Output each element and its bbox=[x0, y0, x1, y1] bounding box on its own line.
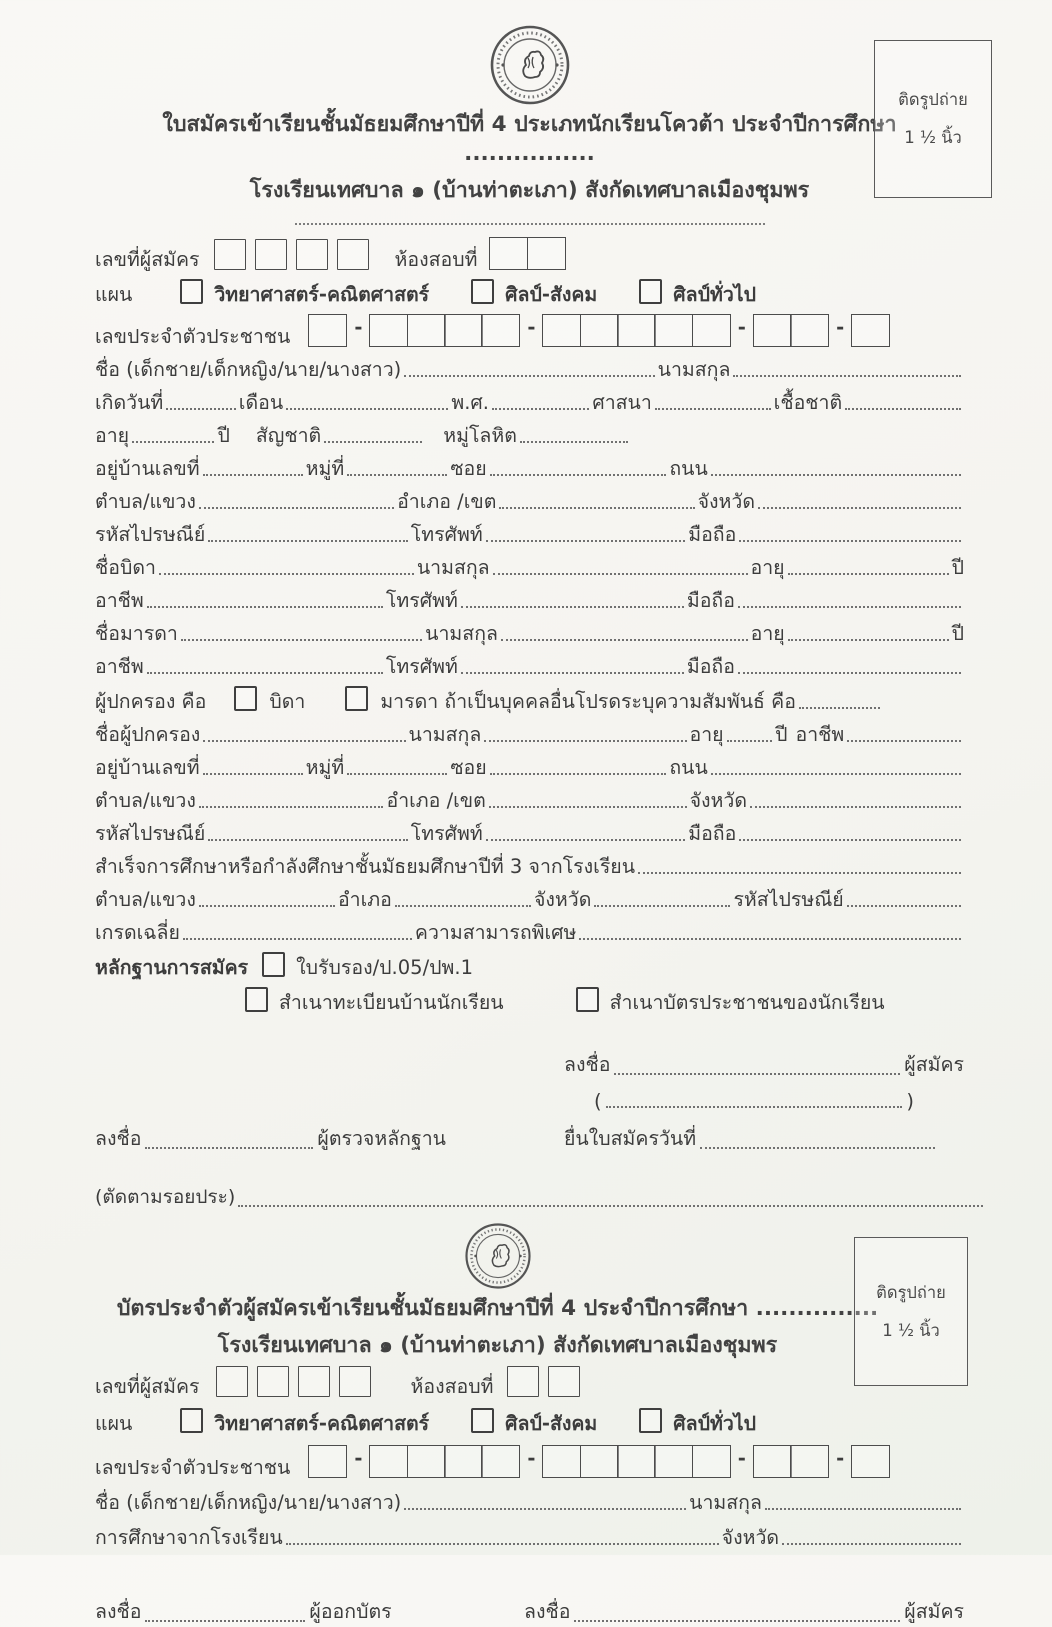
form-label: ศิลป์-สังคม bbox=[505, 1411, 598, 1435]
card-plan-arts-social-checkbox[interactable] bbox=[471, 1408, 494, 1433]
form-label: อาชีพ bbox=[795, 722, 845, 746]
form1-fields bbox=[95, 237, 964, 1015]
form2-section bbox=[95, 1222, 964, 1627]
evidence-label: หลักฐานการสมัคร bbox=[95, 955, 249, 979]
card-id-digit-group-5[interactable] bbox=[851, 1445, 890, 1478]
digit-cell[interactable] bbox=[542, 1445, 581, 1478]
guardian-phone-line[interactable] bbox=[486, 837, 686, 841]
plan-arts-social-checkbox[interactable] bbox=[471, 279, 494, 304]
soi-line[interactable] bbox=[490, 472, 667, 476]
card-applicant-no-label: เลขที่ผู้สมัคร bbox=[95, 1374, 200, 1398]
applicant-signature-block bbox=[564, 1049, 964, 1164]
applicant-no-label: เลขที่ผู้สมัคร bbox=[95, 247, 200, 271]
mother-occupation-line[interactable] bbox=[147, 670, 383, 674]
form-label: สำเนาทะเบียนบ้านนักเรียน bbox=[279, 990, 504, 1014]
form1-row-10 bbox=[95, 554, 964, 580]
digit-cell[interactable] bbox=[753, 1445, 792, 1478]
digit-cell[interactable] bbox=[654, 1445, 693, 1478]
digit-cell[interactable] bbox=[308, 1445, 347, 1478]
national-id-label: เลขประจำตัวประชาชน bbox=[95, 324, 291, 348]
form-label: โทรศัพท์ bbox=[410, 522, 483, 546]
digit-cell[interactable] bbox=[617, 314, 656, 347]
digit-cell[interactable] bbox=[542, 314, 581, 347]
exam-room-cells[interactable] bbox=[489, 237, 565, 270]
form-label: มือถือ bbox=[688, 522, 737, 546]
form1-row-11 bbox=[95, 587, 964, 613]
form2-title: บัตรประจำตัวผู้สมัครเข้าเรียนชั้นมัธยมศึกษาปีที่ 4 ประจำปีการศึกษา ............... bbox=[116, 1296, 879, 1322]
photo-box-text-1: ติดรูปถ่าย bbox=[898, 90, 968, 109]
school-province-line[interactable] bbox=[594, 903, 730, 907]
form-label: มือถือ bbox=[688, 821, 737, 845]
paren-open: ( bbox=[594, 1090, 602, 1114]
digit-cell[interactable] bbox=[617, 1445, 656, 1478]
form2-row-5 bbox=[95, 1524, 964, 1550]
digit-cell[interactable] bbox=[692, 314, 731, 347]
submission-date-label: ยื่นใบสมัครวันที่ bbox=[564, 1127, 697, 1151]
applicant-no-boxes[interactable] bbox=[214, 239, 369, 270]
form1-row-23 bbox=[95, 987, 964, 1015]
card-id-digit-group-3[interactable] bbox=[542, 1445, 730, 1478]
digit-cell[interactable] bbox=[790, 314, 829, 347]
form-label: รหัสไปรษณีย์ bbox=[95, 821, 206, 845]
inspector-signature bbox=[95, 1049, 446, 1154]
form-label: อาชีพ bbox=[95, 654, 144, 678]
spacer bbox=[890, 1445, 920, 1480]
cut-line-label: (ตัดตามรอยประ) bbox=[95, 1186, 236, 1209]
gpa-line[interactable] bbox=[183, 936, 412, 940]
digit-box[interactable] bbox=[507, 1366, 539, 1397]
photo-box-text-1: ติดรูปถ่าย bbox=[876, 1282, 946, 1302]
card-id-digit-group-1[interactable] bbox=[308, 1445, 347, 1478]
evidence-id-card-checkbox[interactable] bbox=[576, 987, 599, 1012]
guardian-occupation-line[interactable] bbox=[847, 738, 961, 742]
digit-box[interactable] bbox=[255, 239, 287, 270]
digit-box[interactable] bbox=[296, 239, 328, 270]
digit-cell[interactable] bbox=[527, 237, 566, 270]
form-label: ตำบล/แขวง bbox=[95, 489, 196, 513]
plan-arts-general-checkbox[interactable] bbox=[639, 279, 662, 304]
form-label: ซอย bbox=[450, 755, 487, 779]
digit-box[interactable] bbox=[337, 239, 369, 270]
father-mobile-line[interactable] bbox=[738, 604, 961, 608]
card-exam-room-boxes[interactable] bbox=[507, 1366, 580, 1397]
photo-box-text-2: 1 ½ นิ้ว bbox=[882, 1320, 940, 1340]
evidence-certificate-checkbox[interactable] bbox=[262, 952, 285, 977]
guardian-surname-line[interactable] bbox=[484, 738, 686, 742]
digit-cell[interactable] bbox=[369, 1445, 408, 1478]
form-label: การศึกษาจากโรงเรียน bbox=[95, 1525, 283, 1549]
ethnicity-line[interactable] bbox=[845, 406, 961, 410]
form-label: ชื่อ (เด็กชาย/เด็กหญิง/นาย/นางสาว) bbox=[95, 357, 402, 381]
digit-box[interactable] bbox=[216, 1366, 248, 1397]
father-name-line[interactable] bbox=[159, 571, 414, 575]
spacer bbox=[566, 237, 964, 272]
photo-box bbox=[874, 40, 992, 198]
mother-phone-line[interactable] bbox=[461, 670, 684, 674]
mobile-line[interactable] bbox=[739, 538, 961, 542]
previous-school-line[interactable] bbox=[638, 870, 961, 874]
plan-science-math-label: วิทยาศาสตร์-คณิตศาสตร์ bbox=[214, 282, 430, 306]
form2-header bbox=[95, 1222, 964, 1360]
form-label: โทรศัพท์ bbox=[410, 821, 483, 845]
form-label: บิดา bbox=[269, 689, 306, 713]
issuer-signature-line[interactable] bbox=[145, 1618, 305, 1622]
form1-header bbox=[95, 24, 964, 225]
spacer bbox=[473, 952, 964, 980]
inspector-role-label: ผู้ตรวจหลักฐาน bbox=[317, 1127, 447, 1151]
form-label: อายุ bbox=[750, 555, 785, 579]
form-label: นามสกุล bbox=[689, 1490, 762, 1514]
digit-cell[interactable] bbox=[790, 1445, 829, 1478]
form-label: สำเร็จการศึกษาหรือกำลังศึกษาชั้นมัธยมศึกษาปีที่ 3 จากโรงเรียน bbox=[95, 854, 636, 878]
form-label: ปี bbox=[951, 555, 964, 579]
spacer bbox=[756, 1408, 964, 1436]
special-ability-line[interactable] bbox=[579, 936, 961, 940]
spacer bbox=[890, 314, 920, 349]
district-line[interactable] bbox=[499, 505, 694, 509]
digit-box[interactable] bbox=[257, 1366, 289, 1397]
road-line[interactable] bbox=[711, 472, 961, 476]
form-label: ถนน bbox=[669, 456, 708, 480]
digit-cell[interactable] bbox=[489, 237, 528, 270]
applicant-name-paren bbox=[594, 1090, 914, 1113]
digit-cell[interactable] bbox=[444, 314, 483, 347]
applicant-signature-line[interactable] bbox=[614, 1071, 900, 1075]
form-label: หมู่โลหิต bbox=[443, 423, 517, 447]
issuer-role-label: ผู้ออกบัตร bbox=[309, 1600, 392, 1624]
digit-cell[interactable] bbox=[580, 1445, 619, 1478]
form-label: อำเภอ /เขต bbox=[386, 788, 486, 812]
mother-surname-line[interactable] bbox=[501, 637, 748, 641]
form-label: อำเภอ bbox=[337, 887, 392, 911]
form2-school-line: โรงเรียนเทศบาล ๑ (บ้านท่าตะเภา) สังกัดเทศบาลเมืองชุมพร bbox=[217, 1333, 778, 1359]
form-label: โทรศัพท์ bbox=[385, 588, 458, 612]
form-label: มือถือ bbox=[686, 588, 735, 612]
dash-separator: - bbox=[836, 1446, 845, 1470]
card-applicant-signature-line[interactable] bbox=[574, 1618, 900, 1622]
digit-box[interactable] bbox=[214, 239, 246, 270]
form-label: สำเนาบัตรประชาชนของนักเรียน bbox=[609, 990, 885, 1014]
applicant-role-label: ผู้สมัคร bbox=[904, 1053, 964, 1077]
spacer bbox=[756, 279, 964, 307]
father-phone-line[interactable] bbox=[461, 604, 684, 608]
guardian-district-line[interactable] bbox=[489, 804, 687, 808]
form-label: ชื่อ (เด็กชาย/เด็กหญิง/นาย/นางสาว) bbox=[95, 1490, 402, 1514]
form1-row-4 bbox=[95, 356, 964, 382]
inspector-signature-line[interactable] bbox=[145, 1145, 313, 1149]
form-label: ตำบล/แขวง bbox=[95, 788, 196, 812]
submission-date bbox=[564, 1123, 964, 1154]
form-label: หมู่ที่ bbox=[305, 755, 345, 779]
guardian-road-line[interactable] bbox=[711, 771, 961, 775]
digit-cell[interactable] bbox=[481, 314, 520, 347]
applicant-signature bbox=[564, 1049, 964, 1080]
photo-box-text-2: 1 ½ นิ้ว bbox=[904, 128, 962, 147]
school-postal-code-line[interactable] bbox=[847, 903, 961, 907]
form1-row-18 bbox=[95, 820, 964, 846]
digit-cell[interactable] bbox=[580, 314, 619, 347]
digit-cell[interactable] bbox=[407, 1445, 446, 1478]
sign-label: ลงชื่อ bbox=[95, 1127, 142, 1151]
card-last-name-line[interactable] bbox=[765, 1506, 961, 1510]
form1-row-22 bbox=[95, 952, 964, 980]
guardian-father-checkbox[interactable] bbox=[234, 686, 257, 711]
plan-arts-social-label: ศิลป์-สังคม bbox=[505, 282, 598, 306]
age-line[interactable] bbox=[132, 439, 214, 443]
dash-separator: - bbox=[836, 315, 845, 339]
birth-month-line[interactable] bbox=[286, 406, 448, 410]
form-label: สัญชาติ bbox=[255, 423, 322, 447]
card-plan-label: แผน bbox=[95, 1411, 133, 1435]
guardian-house-no-line[interactable] bbox=[203, 771, 303, 775]
guardian-soi-line[interactable] bbox=[490, 771, 667, 775]
school-district-line[interactable] bbox=[395, 903, 531, 907]
form1-row-9 bbox=[95, 521, 964, 547]
guardian-age-line[interactable] bbox=[727, 738, 773, 742]
form-label: มารดา ถ้าเป็นบุคคลอื่นโปรดระบุความสัมพันธ์ คือ bbox=[380, 689, 796, 713]
form-label: ความสามารถพิเศษ bbox=[414, 920, 577, 944]
form1-row-8 bbox=[95, 488, 964, 514]
digit-cell[interactable] bbox=[444, 1445, 483, 1478]
blood-group-line[interactable] bbox=[520, 439, 628, 443]
form1-row-7 bbox=[95, 455, 964, 481]
form-label: ชื่อบิดา bbox=[95, 555, 156, 579]
card-plan-arts-general-checkbox[interactable] bbox=[639, 1408, 662, 1433]
form1-row-15 bbox=[95, 721, 964, 747]
form-label: อายุ bbox=[689, 722, 724, 746]
dash-separator: - bbox=[527, 315, 536, 339]
form-label: หมู่ที่ bbox=[305, 456, 345, 480]
card-applicant-no-boxes[interactable] bbox=[216, 1366, 371, 1397]
form-label: จังหวัด bbox=[533, 887, 592, 911]
form2-row-1 bbox=[95, 1366, 964, 1399]
guardian-mother-checkbox[interactable] bbox=[345, 686, 368, 711]
birth-day-line[interactable] bbox=[166, 406, 236, 410]
spacer bbox=[885, 987, 964, 1015]
form-label: ศาสนา bbox=[592, 390, 652, 414]
form-label: จังหวัด bbox=[697, 489, 756, 513]
card-applicant-signature bbox=[524, 1596, 964, 1627]
guardian-subdistrict-line[interactable] bbox=[199, 804, 384, 808]
digit-cell[interactable] bbox=[851, 1445, 890, 1478]
form1-row-12 bbox=[95, 620, 964, 646]
form1-row-5 bbox=[95, 389, 964, 415]
digit-cell[interactable] bbox=[654, 314, 693, 347]
exam-room-label: ห้องสอบที่ bbox=[394, 247, 478, 271]
photo-box bbox=[854, 1237, 968, 1386]
birth-year-line[interactable] bbox=[492, 406, 589, 410]
form1-school-line: โรงเรียนเทศบาล ๑ (บ้านท่าตะเภา) สังกัดเทศบาลเมืองชุมพร bbox=[249, 178, 810, 204]
form1-row-13 bbox=[95, 653, 964, 679]
form-label: เกิดวันที่ bbox=[95, 390, 164, 414]
digit-cell[interactable] bbox=[369, 314, 408, 347]
form-label: ชื่อมารดา bbox=[95, 621, 178, 645]
card-exam-room-label: ห้องสอบที่ bbox=[410, 1374, 494, 1398]
form-label: ตำบล/แขวง bbox=[95, 887, 196, 911]
form2-row-2 bbox=[95, 1408, 964, 1436]
form-label: อายุ bbox=[95, 423, 130, 447]
header-divider bbox=[295, 221, 765, 225]
mother-mobile-line[interactable] bbox=[738, 670, 961, 674]
form1-title: ใบสมัครเข้าเรียนชั้นมัธยมศึกษาปีที่ 4 ประเภทนักเรียนโควต้า ประจำปีการศึกษา ................ bbox=[162, 112, 897, 167]
plan-arts-general-label: ศิลป์ทั่วไป bbox=[673, 282, 756, 306]
form1-row-21 bbox=[95, 919, 964, 945]
guardian-relation-line[interactable] bbox=[799, 705, 880, 709]
id-digit-group-3[interactable] bbox=[542, 314, 730, 347]
mother-age-line[interactable] bbox=[788, 637, 949, 641]
guardian-name-line[interactable] bbox=[203, 738, 405, 742]
form-label: พ.ศ. bbox=[451, 390, 489, 414]
phone-line[interactable] bbox=[486, 538, 686, 542]
applicant-printed-name-line[interactable] bbox=[606, 1104, 903, 1108]
dash-separator: - bbox=[354, 315, 363, 339]
guardian-mobile-line[interactable] bbox=[739, 837, 961, 841]
form1-row-14 bbox=[95, 686, 964, 714]
guardian-moo-line[interactable] bbox=[347, 771, 447, 775]
evidence-house-registration-checkbox[interactable] bbox=[245, 987, 268, 1012]
form1-row-16 bbox=[95, 754, 964, 780]
dash-separator: - bbox=[737, 315, 746, 339]
form-label: นามสกุล bbox=[425, 621, 498, 645]
form-label: นามสกุล bbox=[657, 357, 731, 381]
sign-label: ลงชื่อ bbox=[564, 1053, 611, 1077]
digit-box[interactable] bbox=[298, 1366, 330, 1397]
card-national-id-label: เลขประจำตัวประชาชน bbox=[95, 1455, 291, 1479]
form-label: ถนน bbox=[669, 755, 708, 779]
religion-line[interactable] bbox=[655, 406, 771, 410]
card-applicant-role-label: ผู้สมัคร bbox=[904, 1600, 964, 1624]
last-name-line[interactable] bbox=[733, 373, 961, 377]
cut-line bbox=[95, 1182, 986, 1212]
dash-separator: - bbox=[527, 1446, 536, 1470]
plan-label: แผน bbox=[95, 282, 133, 306]
form-label: โทรศัพท์ bbox=[385, 654, 458, 678]
form2-fields bbox=[95, 1366, 964, 1550]
house-no-line[interactable] bbox=[203, 472, 303, 476]
form1-row-3 bbox=[95, 314, 964, 349]
form-label: จังหวัด bbox=[721, 1525, 780, 1549]
guardian-postal-code-line[interactable] bbox=[208, 837, 408, 841]
form-label: วิทยาศาสตร์-คณิตศาสตร์ bbox=[214, 1411, 430, 1435]
card-school-line[interactable] bbox=[286, 1541, 719, 1545]
form-label: ซอย bbox=[450, 456, 487, 480]
father-age-line[interactable] bbox=[788, 571, 949, 575]
sign-label: ลงชื่อ bbox=[95, 1600, 142, 1624]
province-line[interactable] bbox=[758, 505, 961, 509]
first-name-line[interactable] bbox=[404, 373, 654, 377]
spacer bbox=[631, 422, 964, 448]
plan-science-math-checkbox[interactable] bbox=[180, 279, 203, 304]
digit-cell[interactable] bbox=[851, 314, 890, 347]
form-label: อายุ bbox=[750, 621, 785, 645]
father-occupation-line[interactable] bbox=[147, 604, 383, 608]
form2-row-4 bbox=[95, 1489, 964, 1515]
form2-row-3 bbox=[95, 1445, 964, 1480]
digit-box[interactable] bbox=[339, 1366, 371, 1397]
form-label: อำเภอ /เขต bbox=[397, 489, 497, 513]
id-digit-group-5[interactable] bbox=[851, 314, 890, 347]
sign-label: ลงชื่อ bbox=[524, 1600, 571, 1624]
form-label: นามสกุล bbox=[416, 555, 490, 579]
father-surname-line[interactable] bbox=[493, 571, 748, 575]
form-label: เชื้อชาติ bbox=[773, 390, 843, 414]
form1-row-19 bbox=[95, 853, 964, 879]
form-label: อยู่บ้านเลขที่ bbox=[95, 755, 200, 779]
form-label: ชื่อผู้ปกครอง bbox=[95, 722, 201, 746]
form1-signatures bbox=[95, 1049, 964, 1164]
school-seal-logo bbox=[464, 1222, 532, 1290]
dash-separator: - bbox=[354, 1446, 363, 1470]
form2-signatures bbox=[95, 1596, 964, 1627]
card-id-digit-group-4[interactable] bbox=[753, 1445, 829, 1478]
form-label: ปี bbox=[775, 722, 788, 746]
nationality-line[interactable] bbox=[324, 439, 422, 443]
cut-line-dots bbox=[238, 1203, 983, 1207]
form-label: อยู่บ้านเลขที่ bbox=[95, 456, 200, 480]
card-id-digit-group-2[interactable] bbox=[369, 1445, 520, 1478]
card-province-line[interactable] bbox=[782, 1541, 961, 1545]
id-digit-group-2[interactable] bbox=[369, 314, 520, 347]
subdistrict-line[interactable] bbox=[199, 505, 394, 509]
digit-box[interactable] bbox=[548, 1366, 580, 1397]
form-label: รหัสไปรษณีย์ bbox=[733, 887, 844, 911]
digit-cell[interactable] bbox=[407, 314, 446, 347]
issuer-signature bbox=[95, 1596, 392, 1627]
form-label: จังหวัด bbox=[689, 788, 748, 812]
dash-separator: - bbox=[737, 1446, 746, 1470]
form1-row-2 bbox=[95, 279, 964, 307]
form-label: ปี bbox=[951, 621, 964, 645]
form-label: มือถือ bbox=[686, 654, 735, 678]
digit-cell[interactable] bbox=[692, 1445, 731, 1478]
form1-row-1 bbox=[95, 237, 964, 272]
submission-date-line[interactable] bbox=[700, 1145, 935, 1149]
id-digit-group-4[interactable] bbox=[753, 314, 829, 347]
form1-row-6 bbox=[95, 422, 964, 448]
form1-row-20 bbox=[95, 886, 964, 912]
form-label: ปี bbox=[217, 423, 230, 447]
card-plan-science-math-checkbox[interactable] bbox=[180, 1408, 203, 1433]
form-label: ศิลป์ทั่วไป bbox=[673, 1411, 756, 1435]
postal-code-line[interactable] bbox=[208, 538, 408, 542]
card-first-name-line[interactable] bbox=[404, 1506, 686, 1510]
form-label: รหัสไปรษณีย์ bbox=[95, 522, 206, 546]
moo-line[interactable] bbox=[347, 472, 447, 476]
school-seal-logo bbox=[489, 24, 571, 106]
mother-name-line[interactable] bbox=[181, 637, 422, 641]
form-label: นามสกุล bbox=[408, 722, 482, 746]
school-subdistrict-line[interactable] bbox=[199, 903, 335, 907]
digit-cell[interactable] bbox=[481, 1445, 520, 1478]
form-label: เดือน bbox=[238, 390, 284, 414]
form-label: เกรดเฉลี่ย bbox=[95, 920, 180, 944]
digit-cell[interactable] bbox=[308, 314, 347, 347]
form-label: ใบรับรอง/ป.05/ปพ.1 bbox=[296, 955, 473, 979]
guardian-province-line[interactable] bbox=[750, 804, 961, 808]
digit-cell[interactable] bbox=[753, 314, 792, 347]
paren-close: ) bbox=[906, 1090, 914, 1114]
id-digit-group-1[interactable] bbox=[308, 314, 347, 347]
form1-row-17 bbox=[95, 787, 964, 813]
form-label: ผู้ปกครอง คือ bbox=[95, 689, 207, 713]
form-label: อาชีพ bbox=[95, 588, 144, 612]
